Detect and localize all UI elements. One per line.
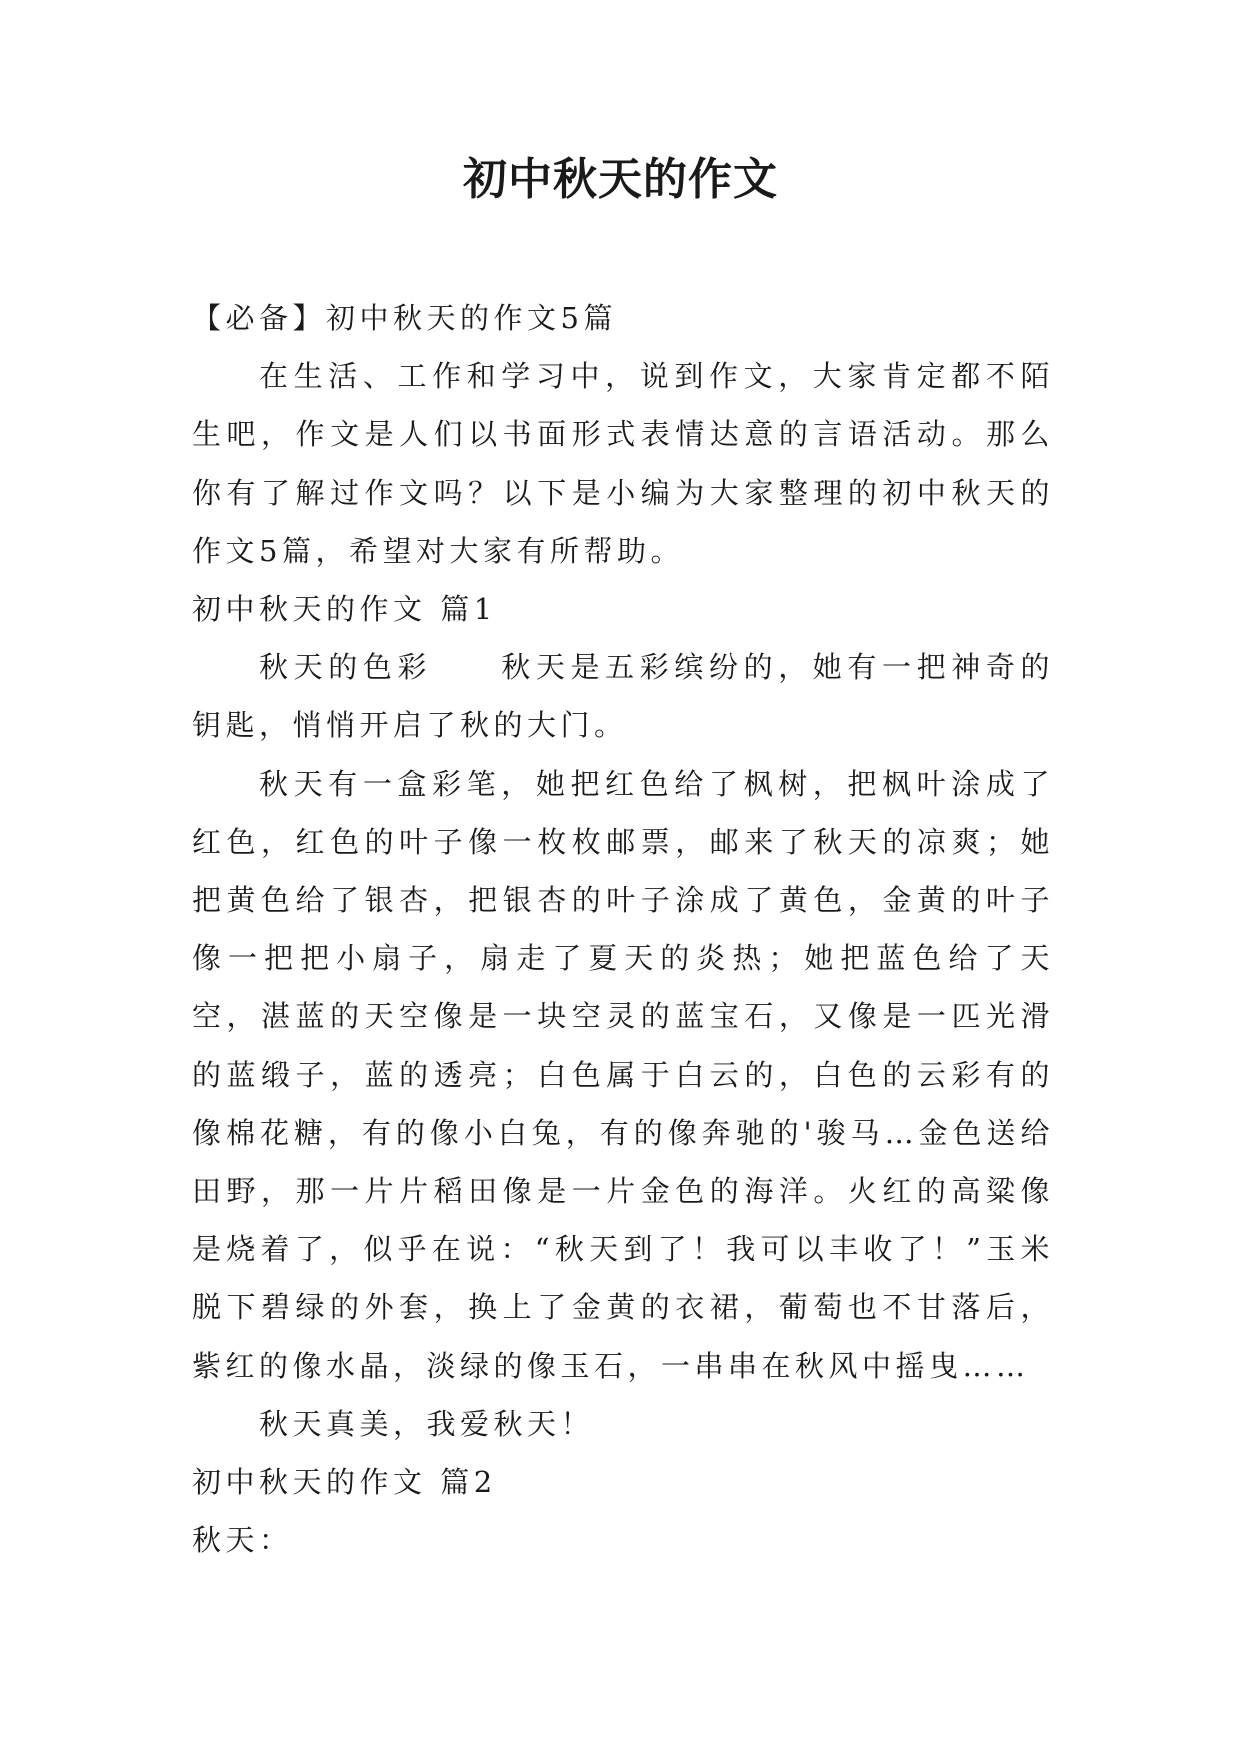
essay1-paragraph-1: 秋天的色彩 秋天是五彩缤纷的，她有一把神奇的钥匙，悄悄开启了秋的大门。: [192, 650, 1054, 743]
essay1-paragraph-3: 秋天真美，我爱秋天！: [259, 1406, 595, 1441]
subtitle-line: 【必备】初中秋天的作文5篇: [192, 301, 617, 335]
intro-paragraph: 在生活、工作和学习中，说到作文，大家肯定都不陌生吧，作文是人们以书面形式表情达意的言语活动。那么你有了解过作文吗？以下是小编为大家整理的初中秋天的作文5篇，希望对大家有所帮助。: [192, 359, 1054, 568]
document-title: 初中秋天的作文: [463, 154, 778, 205]
section-heading-2: 初中秋天的作文 篇2: [192, 1465, 497, 1500]
essay1-paragraph-2: 秋天有一盒彩笔，她把红色给了枫树，把枫叶涂成了红色，红色的叶子像一枚枚邮票，邮来了秋天的凉爽；她把黄色给了银杏，把银杏的叶子涂成了黄色，金黄的叶子像一把把小扇子，扇走了夏天的炎热；她把蓝色给了天空，湛蓝的天空像是一块空灵的蓝宝石，又像是一匹光滑的蓝缎子，蓝的透亮；白色属于白云的，白色的云彩有的像棉花糖，有的像小白兔，有的像奔驰的'骏马…金色送给田野，那一片片稻田像是一片金色的海洋。火红的高粱像是烧着了，似乎在说：“秋天到了！我可以丰收了！”玉米脱下碧绿的外套，换上了金黄的衣裙，葡萄也不甘落后，紫红的像水晶，淡绿的像玉石，一串串在秋风中摇曳……: [192, 766, 1054, 1383]
document-body: [192, 289, 1054, 1569]
essay2-paragraph-1: 秋天：: [192, 1523, 293, 1558]
section-heading-1: 初中秋天的作文 篇1: [192, 592, 497, 627]
